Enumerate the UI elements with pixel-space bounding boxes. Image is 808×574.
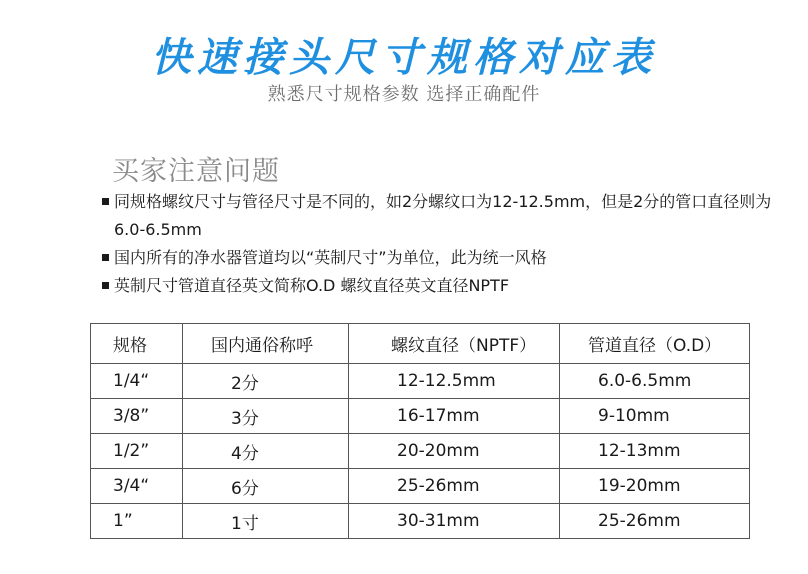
cell-common-name: 4分	[183, 434, 349, 469]
page-subtitle: 熟悉尺寸规格参数 选择正确配件	[267, 84, 541, 105]
column-header-thread-diameter: 螺纹直径（NPTF）	[349, 324, 560, 364]
cell-pipe-diameter: 12-13mm	[560, 434, 750, 469]
column-header-common-name: 国内通俗称呼	[183, 324, 349, 364]
cell-pipe-diameter: 25-26mm	[560, 504, 750, 539]
cell-thread-diameter: 16-17mm	[349, 399, 560, 434]
cell-pipe-diameter: 19-20mm	[560, 469, 750, 504]
cell-spec: 1/4“	[91, 364, 183, 399]
cell-thread-diameter: 20-20mm	[349, 434, 560, 469]
cell-thread-diameter: 30-31mm	[349, 504, 560, 539]
square-bullet-icon	[96, 272, 114, 300]
notice-item	[96, 272, 786, 300]
notice-item	[96, 244, 786, 272]
cell-thread-diameter: 12-12.5mm	[349, 364, 560, 399]
cell-common-name: 1寸	[183, 504, 349, 539]
cell-spec: 1/2”	[91, 434, 183, 469]
cell-common-name: 3分	[183, 399, 349, 434]
table-row	[91, 469, 750, 504]
notice-list	[96, 188, 786, 300]
notice-item-text: 同规格螺纹尺寸与管径尺寸是不同的，如2分螺纹口为12-12.5mm，但是2分的管口直径则为6.0-6.5mm	[114, 192, 772, 239]
notice-item-text: 国内所有的净水器管道均以“英制尺寸”为单位，此为统一风格	[114, 248, 547, 267]
notice-heading: 买家注意问题	[112, 156, 280, 187]
square-bullet-icon	[96, 244, 114, 272]
square-bullet-icon	[96, 188, 114, 244]
cell-pipe-diameter: 6.0-6.5mm	[560, 364, 750, 399]
page-title: 快速接头尺寸规格对应表	[151, 34, 657, 81]
cell-spec: 3/8”	[91, 399, 183, 434]
cell-common-name: 2分	[183, 364, 349, 399]
column-header-spec: 规格	[91, 324, 183, 364]
cell-spec: 3/4“	[91, 469, 183, 504]
column-header-pipe-diameter: 管道直径（O.D）	[560, 324, 750, 364]
cell-spec: 1”	[91, 504, 183, 539]
size-spec-table	[90, 323, 750, 539]
cell-pipe-diameter: 9-10mm	[560, 399, 750, 434]
table-row	[91, 434, 750, 469]
table-row	[91, 399, 750, 434]
cell-common-name: 6分	[183, 469, 349, 504]
cell-thread-diameter: 25-26mm	[349, 469, 560, 504]
notice-item-text: 英制尺寸管道直径英文简称O.D 螺纹直径英文直径NPTF	[114, 276, 510, 295]
table-row	[91, 364, 750, 399]
table-header-row	[91, 324, 750, 364]
notice-item	[96, 188, 786, 244]
table-row	[91, 504, 750, 539]
